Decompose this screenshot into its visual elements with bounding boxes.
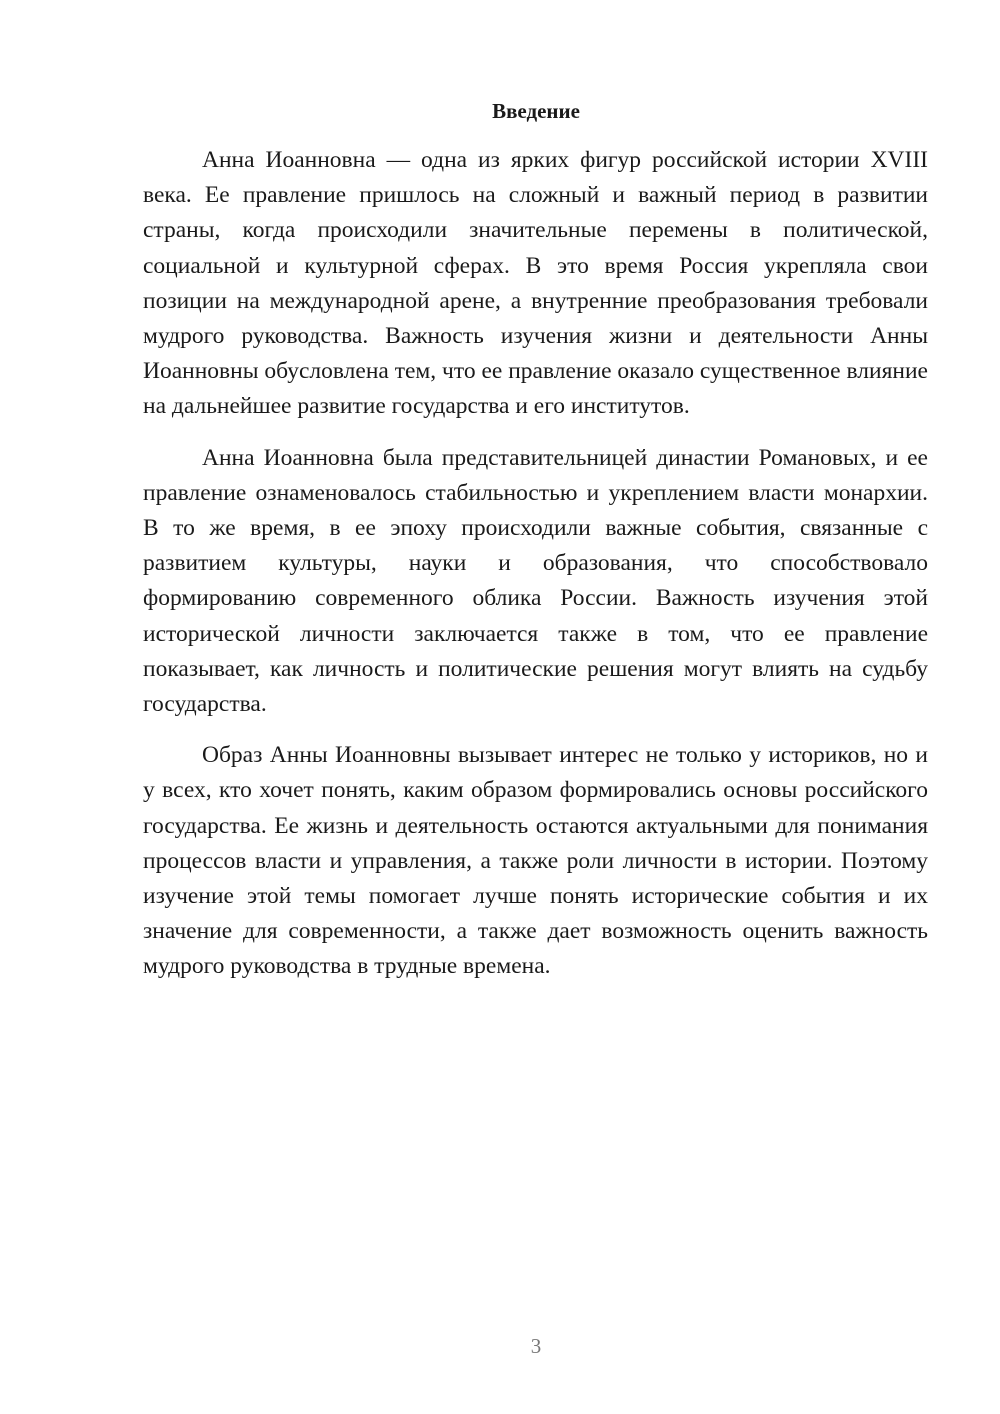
paragraph: Анна Иоанновна — одна из ярких фигур российской истории XVIII века. Ее правление пришлось на сложный и важный период в развитии страны, когда происходили значительные перемены в политической, социальной и культурной сферах. В это время Россия укрепляла свои позиции на международной арене, а внутренние преобразования требовали мудрого руководства. Важность изучения жизни и деятельности Анны Иоанновны обусловлена тем, что ее правление оказало существенное влияние на дальнейшее развитие государства и его институтов. [143, 147, 928, 420]
page-number: 3 [530, 1334, 542, 1358]
section-title: Введение [492, 99, 580, 123]
paragraph: Анна Иоанновна была представительницей династии Романовых, и ее правление ознаменовалось стабильностью и укреплением власти монархии. В то же время, в ее эпоху происходили важные события, связанные с развитием культуры, науки и образования, что способствовало формированию современного облика России. Важность изучения этой исторической личности заключается также в том, что ее правление показывает, как личность и политические решения могут влиять на судьбу государства. [143, 444, 928, 718]
body-text [143, 143, 928, 1001]
paragraph: Образ Анны Иоанновны вызывает интерес не только у историков, но и у всех, кто хочет понять, каким образом формировались основы российского государства. Ее жизнь и деятельность остаются актуальными для понимания процессов власти и управления, а также роли личности в истории. Поэтому изучение этой темы помогает лучше понять исторические события и их значение для современности, а также дает возможность оценить важность мудрого руководства в трудные времена. [143, 742, 928, 980]
